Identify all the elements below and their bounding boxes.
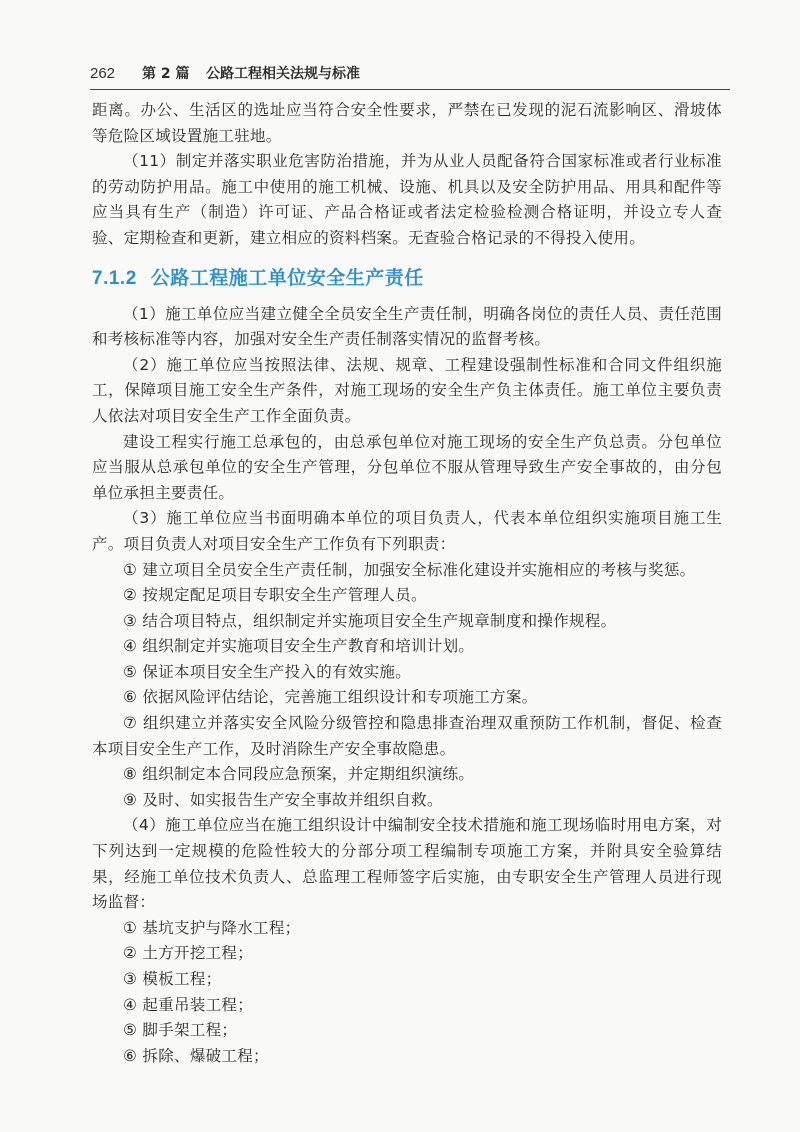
list-item: ⑦ 组织建立并落实安全风险分级管控和隐患排查治理双重预防工作机制，督促、检查本项目安全生产工作，及时消除生产安全事故隐患。 [92, 714, 722, 758]
section-title: 公路工程施工单位安全生产责任 [150, 266, 424, 289]
list-item: ④ 组织制定并实施项目安全生产教育和培训计划。 [123, 637, 475, 656]
paragraph: 距离。办公、生活区的选址应当符合安全性要求，严禁在已发现的泥石流影响区、滑坡体等危险区域设置施工驻地。 [92, 101, 722, 145]
paragraph: （4）施工单位应当在施工组织设计中编制安全技术措施和施工现场临时用电方案，对下列达到一定规模的危险性较大的分部分项工程编制专项施工方案，并附具安全验算结果，经施工单位技术负责人、总监理工程师签字后实施，由专职安全生产管理人员进行现场监督： [92, 816, 722, 912]
list-item: ③ 模板工程； [123, 970, 222, 988]
running-header [90, 62, 730, 88]
part-title: 公路工程相关法规与标准 [206, 66, 360, 82]
list-item: ⑥ 依据风险评估结论，完善施工组织设计和专项施工方案。 [123, 688, 538, 707]
page-body [92, 98, 722, 1069]
list-item: ① 建立项目全员安全生产责任制，加强安全标准化建设并实施相应的考核与奖惩。 [123, 560, 696, 579]
list-item: ⑨ 及时、如实报告生产安全事故并组织自救。 [123, 790, 443, 809]
section-number: 7.1.2 [92, 267, 137, 289]
part-label: 第 2 篇 [142, 66, 190, 82]
section-heading [92, 265, 722, 292]
list-item: ⑧ 组织制定本合同段应急预案，并定期组织演练。 [123, 765, 475, 784]
header-divider [90, 89, 730, 90]
paragraph: （11）制定并落实职业危害防治措施，并为从业人员配备符合国家标准或者行业标准的劳动防护用品。施工中使用的施工机械、设施、机具以及安全防护用品、用具和配件等应当具有生产（制造）许可证、产品合格证或者法定检验检测合格证明，并设立专人查验、定期检查和更新，建立相应的资料档案。无查验合格记录的不得投入使用。 [92, 152, 722, 247]
list-item: ⑥ 拆除、爆破工程； [123, 1046, 269, 1065]
paragraph: （3）施工单位应当书面明确本单位的项目负责人，代表本单位组织实施项目施工生产。项目负责人对项目安全生产工作负有下列职责： [92, 509, 722, 553]
paragraph: 建设工程实行施工总承包的，由总承包单位对施工现场的安全生产负总责。分包单位应当服从总承包单位的安全生产管理，分包单位不服从管理导致生产安全事故的，由分包单位承担主要责任。 [92, 432, 722, 502]
list-item: ⑤ 保证本项目安全生产投入的有效实施。 [123, 662, 412, 681]
list-item: ① 基坑支护与降水工程； [123, 918, 301, 937]
paragraph: （2）施工单位应当按照法律、法规、规章、工程建设强制性标准和合同文件组织施工，保障项目施工安全生产条件，对施工现场的安全生产负主体责任。施工单位主要负责人依法对项目安全生产工作全面负责。 [92, 355, 722, 425]
list-item: ② 土方开挖工程； [123, 944, 254, 963]
paragraph: （1）施工单位应当建立健全全员安全生产责任制，明确各岗位的责任人员、责任范围和考核标准等内容，加强对安全生产责任制落实情况的监督考核。 [92, 304, 722, 349]
list-item: ④ 起重吊装工程； [123, 995, 254, 1014]
list-item: ② 按规定配足项目专职安全生产管理人员。 [123, 586, 427, 605]
list-item: ⑤ 脚手架工程； [123, 1021, 238, 1040]
page-number: 262 [90, 65, 116, 82]
list-item: ③ 结合项目特点，组织制定并实施项目安全生产规章制度和操作规程。 [123, 611, 617, 630]
